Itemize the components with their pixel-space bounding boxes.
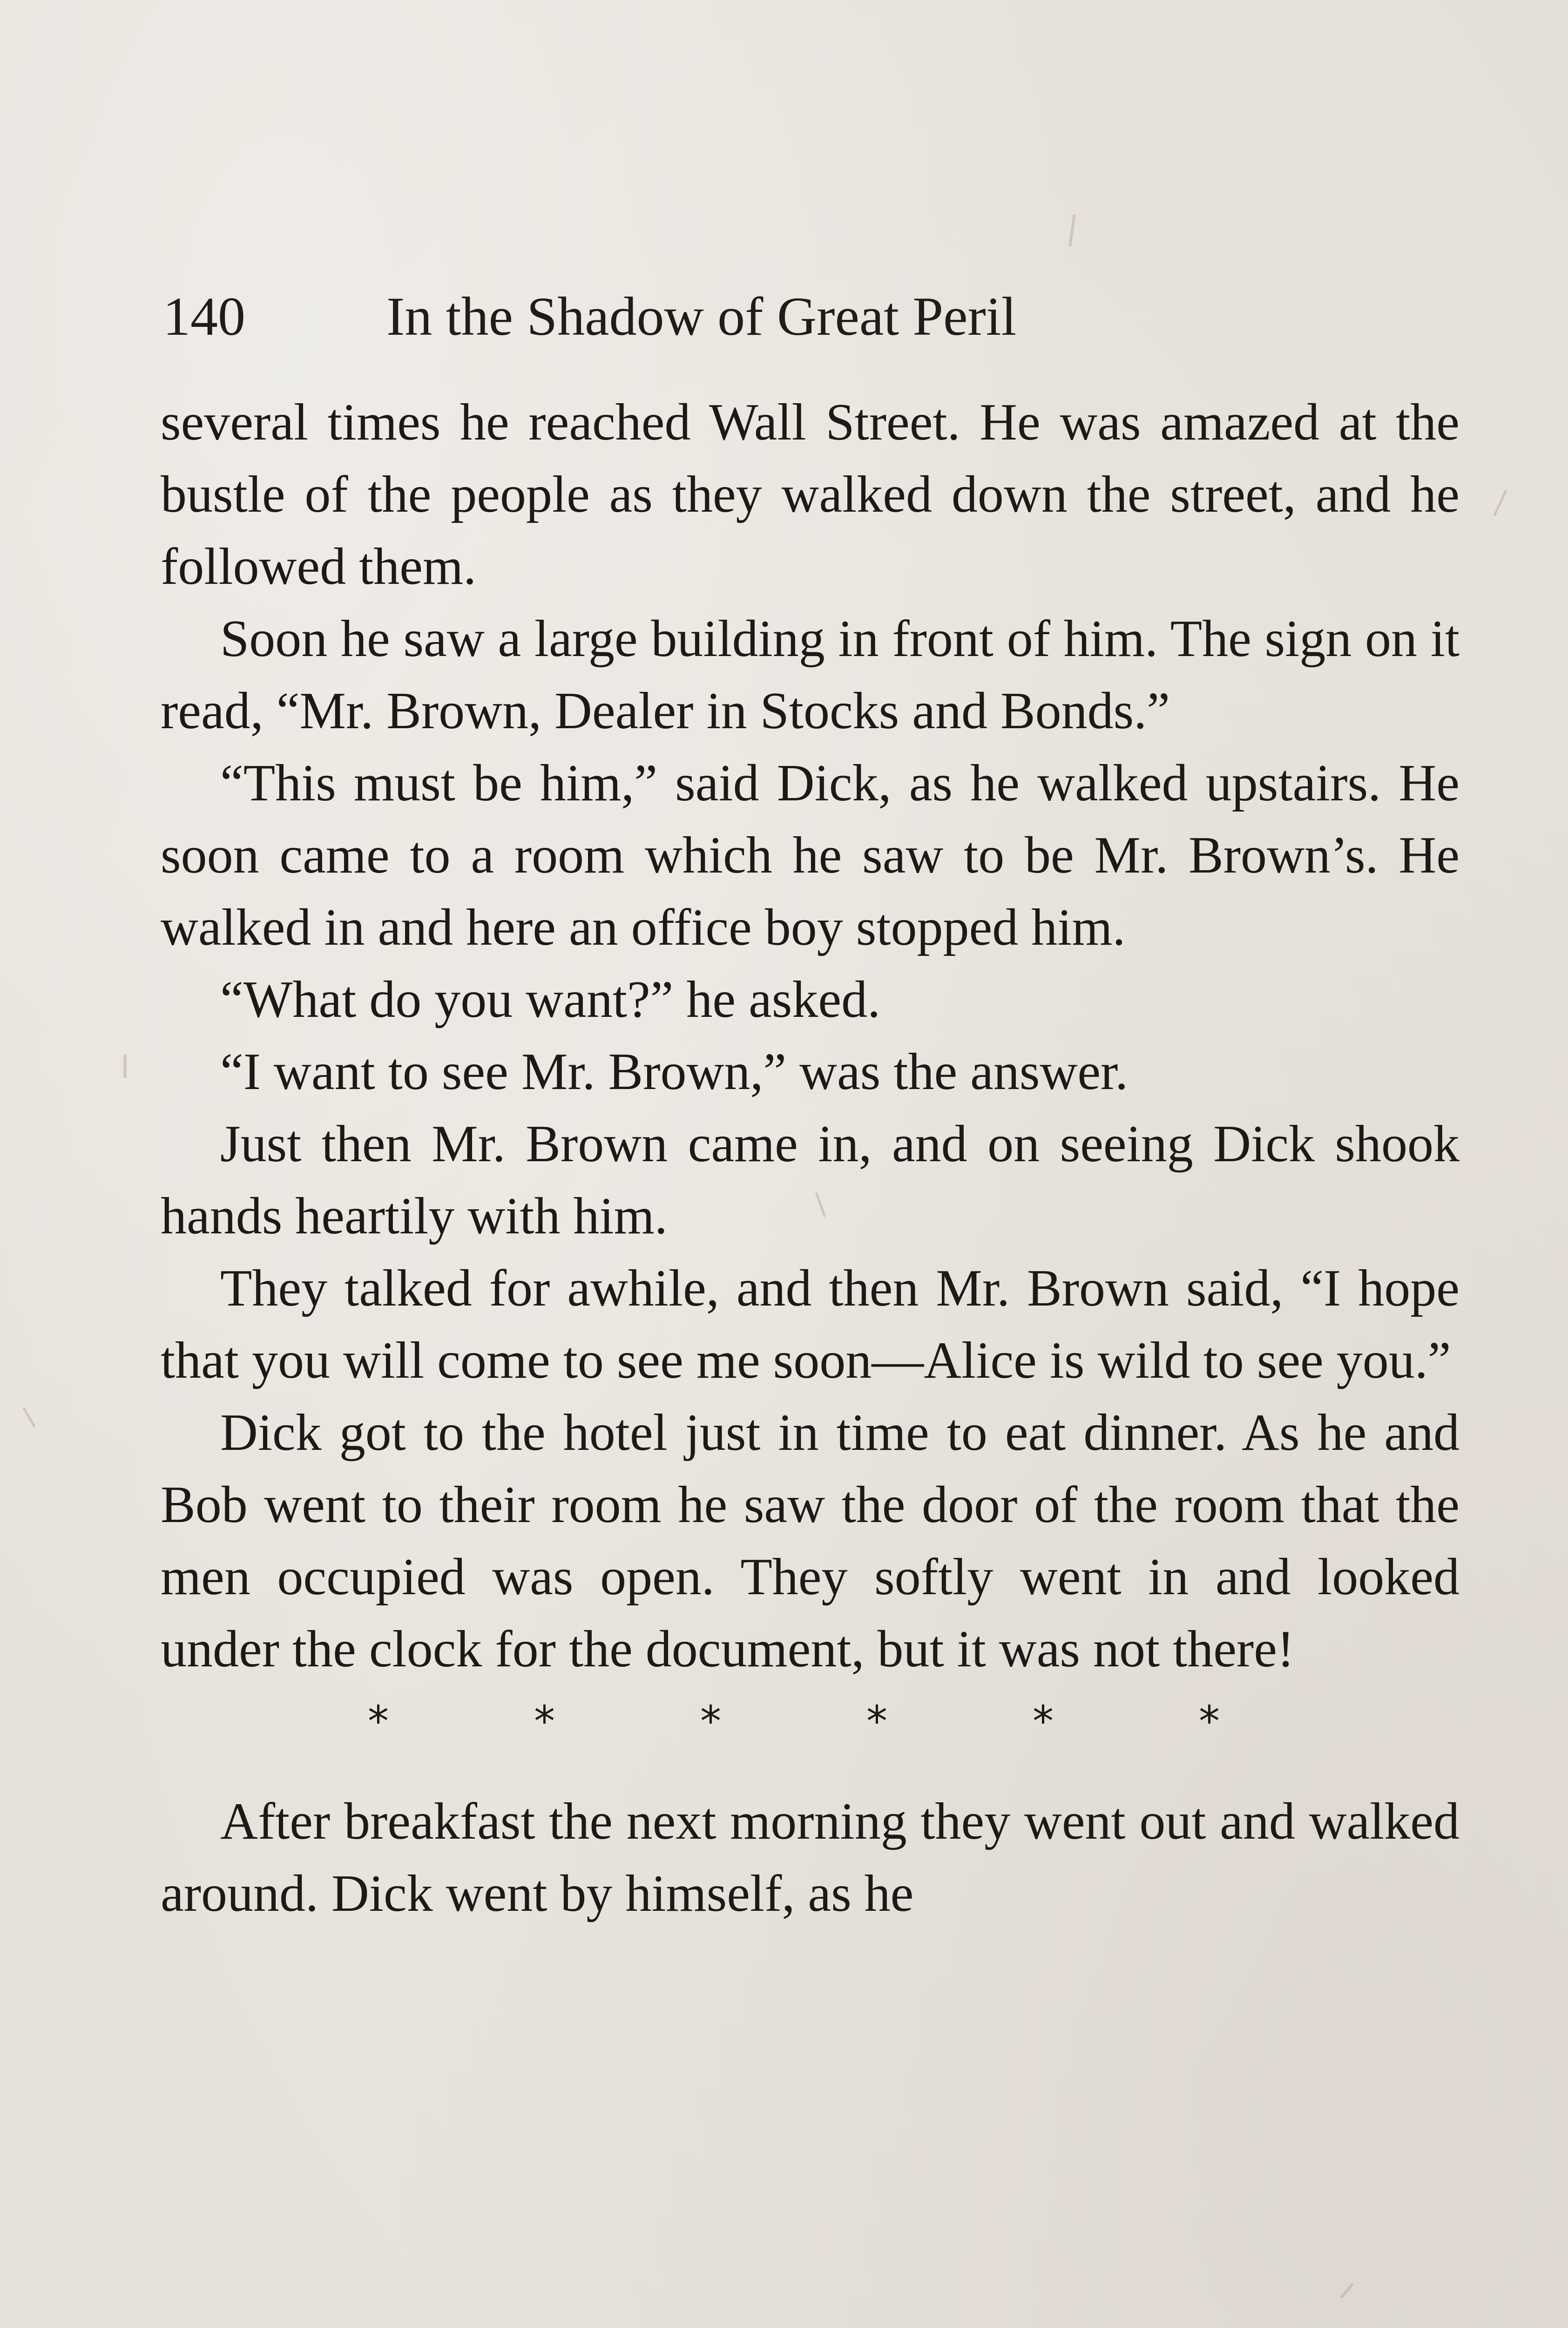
- asterisk: *: [1033, 1697, 1054, 1746]
- paragraph: Just then Mr. Brown came in, and on seeing Dick shook hands heartily with him.: [161, 1115, 1460, 1245]
- paragraph-closing: After breakfast the next morning they went out and walked around. Dick went by himself, as he: [161, 1793, 1460, 1922]
- paper-fleck: [1340, 2283, 1354, 2299]
- asterisk: *: [534, 1697, 555, 1746]
- paragraph: “This must be him,” said Dick, as he walked upstairs. He soon came to a room which he saw to be Mr. Brown’s. He walked in and here an office boy stopped him.: [161, 754, 1460, 956]
- paper-fleck: [1068, 214, 1076, 247]
- paper-fleck: [22, 1407, 35, 1428]
- asterisk: *: [368, 1697, 389, 1746]
- running-title: In the Shadow of Great Peril: [386, 286, 1017, 347]
- paragraph: several times he reached Wall Street. He was amazed at the bustle of the people as they walked down the street, and he followed them.: [161, 393, 1460, 596]
- section-break: [368, 1685, 1220, 1758]
- asterisk: *: [1199, 1697, 1220, 1746]
- asterisk: *: [866, 1697, 887, 1746]
- page-body: [161, 386, 1460, 1930]
- paragraph: “What do you want?” he asked.: [220, 971, 881, 1029]
- paragraph: Dick got to the hotel just in time to eat dinner. As he and Bob went to their room he saw the door of the room that the men occupied was open. They softly went in and looked under the clock for the document, but it was not there!: [161, 1404, 1460, 1678]
- page-number: 140: [163, 286, 245, 347]
- paragraph: “I want to see Mr. Brown,” was the answer.: [220, 1043, 1129, 1101]
- asterisk: *: [700, 1697, 721, 1746]
- paper-fleck: [123, 1055, 127, 1078]
- running-header: [163, 284, 1327, 359]
- paragraph: They talked for awhile, and then Mr. Brown said, “I hope that you will come to see me soon—Alice is wild to see you.”: [161, 1259, 1460, 1389]
- paper-fleck: [1494, 490, 1507, 516]
- paragraph: Soon he saw a large building in front of him. The sign on it read, “Mr. Brown, Dealer in Stocks and Bonds.”: [161, 610, 1460, 740]
